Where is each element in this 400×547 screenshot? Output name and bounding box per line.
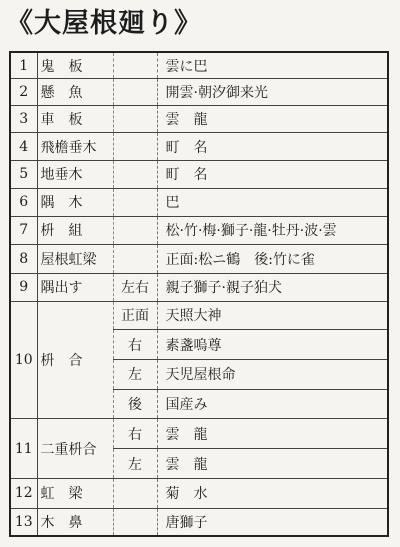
table-row [10, 216, 388, 245]
row-number: 7 [10, 216, 37, 245]
position-label [113, 216, 157, 245]
motif-description: 国産み [157, 389, 388, 419]
parts-table [9, 51, 389, 537]
table-row [10, 161, 388, 189]
part-name: 地垂木 [37, 161, 113, 189]
motif-description: 唐獅子 [157, 508, 388, 536]
part-name: 懸 魚 [37, 79, 113, 106]
table-row [10, 188, 388, 216]
position-label [113, 161, 157, 189]
motif-description: 親子獅子·親子狛犬 [157, 273, 388, 301]
part-name: 隅 木 [37, 188, 113, 216]
parts-table-body [10, 52, 388, 536]
motif-description: 天児屋根命 [157, 360, 388, 390]
table-row [10, 245, 388, 274]
motif-description: 雲 龍 [157, 419, 388, 449]
position-label [113, 133, 157, 161]
motif-description: 素盞嗚尊 [157, 330, 388, 360]
part-name: 枡 合 [37, 301, 113, 419]
row-number: 12 [10, 478, 37, 508]
motif-description: 雲 龍 [157, 105, 388, 133]
row-number: 11 [10, 419, 37, 478]
part-name: 隅出す [37, 273, 113, 301]
row-number: 9 [10, 273, 37, 301]
position-label [113, 478, 157, 508]
position-label [113, 52, 157, 79]
motif-description: 雲に巴 [157, 52, 388, 79]
row-number: 13 [10, 508, 37, 536]
row-number: 5 [10, 161, 37, 189]
part-name: 鬼 板 [37, 52, 113, 79]
row-number: 10 [10, 301, 37, 419]
position-label: 正面 [113, 301, 157, 330]
table-row [10, 301, 388, 330]
table-row [10, 478, 388, 508]
table-row [10, 273, 388, 301]
motif-description: 松·竹·梅·獅子·龍·牡丹·波·雲 [157, 216, 388, 245]
part-name: 飛檐垂木 [37, 133, 113, 161]
position-label: 左 [113, 360, 157, 390]
motif-description: 開雲·朝汐御来光 [157, 79, 388, 106]
position-label: 後 [113, 389, 157, 419]
position-label [113, 245, 157, 274]
position-label [113, 105, 157, 133]
table-row [10, 105, 388, 133]
motif-description: 町 名 [157, 133, 388, 161]
part-name: 枡 組 [37, 216, 113, 245]
motif-description: 町 名 [157, 161, 388, 189]
row-number: 1 [10, 52, 37, 79]
position-label: 右 [113, 330, 157, 360]
motif-description: 天照大神 [157, 301, 388, 330]
motif-description: 巴 [157, 188, 388, 216]
position-label [113, 79, 157, 106]
position-label [113, 188, 157, 216]
position-label [113, 508, 157, 536]
motif-description: 菊 水 [157, 478, 388, 508]
motif-description: 雲 龍 [157, 449, 388, 479]
row-number: 2 [10, 79, 37, 106]
part-name: 車 板 [37, 105, 113, 133]
position-label: 左 [113, 449, 157, 479]
part-name: 二重枡合 [37, 419, 113, 478]
table-row [10, 508, 388, 536]
page-title: 《大屋根廻り》 [6, 8, 202, 39]
row-number: 3 [10, 105, 37, 133]
table-row [10, 133, 388, 161]
row-number: 6 [10, 188, 37, 216]
position-label: 左右 [113, 273, 157, 301]
row-number: 8 [10, 245, 37, 274]
position-label: 右 [113, 419, 157, 449]
row-number: 4 [10, 133, 37, 161]
part-name: 虹 梁 [37, 478, 113, 508]
table-row [10, 52, 388, 79]
motif-description: 正面:松ニ鶴 後:竹に雀 [157, 245, 388, 274]
part-name: 屋根虹梁 [37, 245, 113, 274]
table-row [10, 79, 388, 106]
part-name: 木 鼻 [37, 508, 113, 536]
parts-table-container [9, 51, 387, 537]
table-row [10, 419, 388, 449]
